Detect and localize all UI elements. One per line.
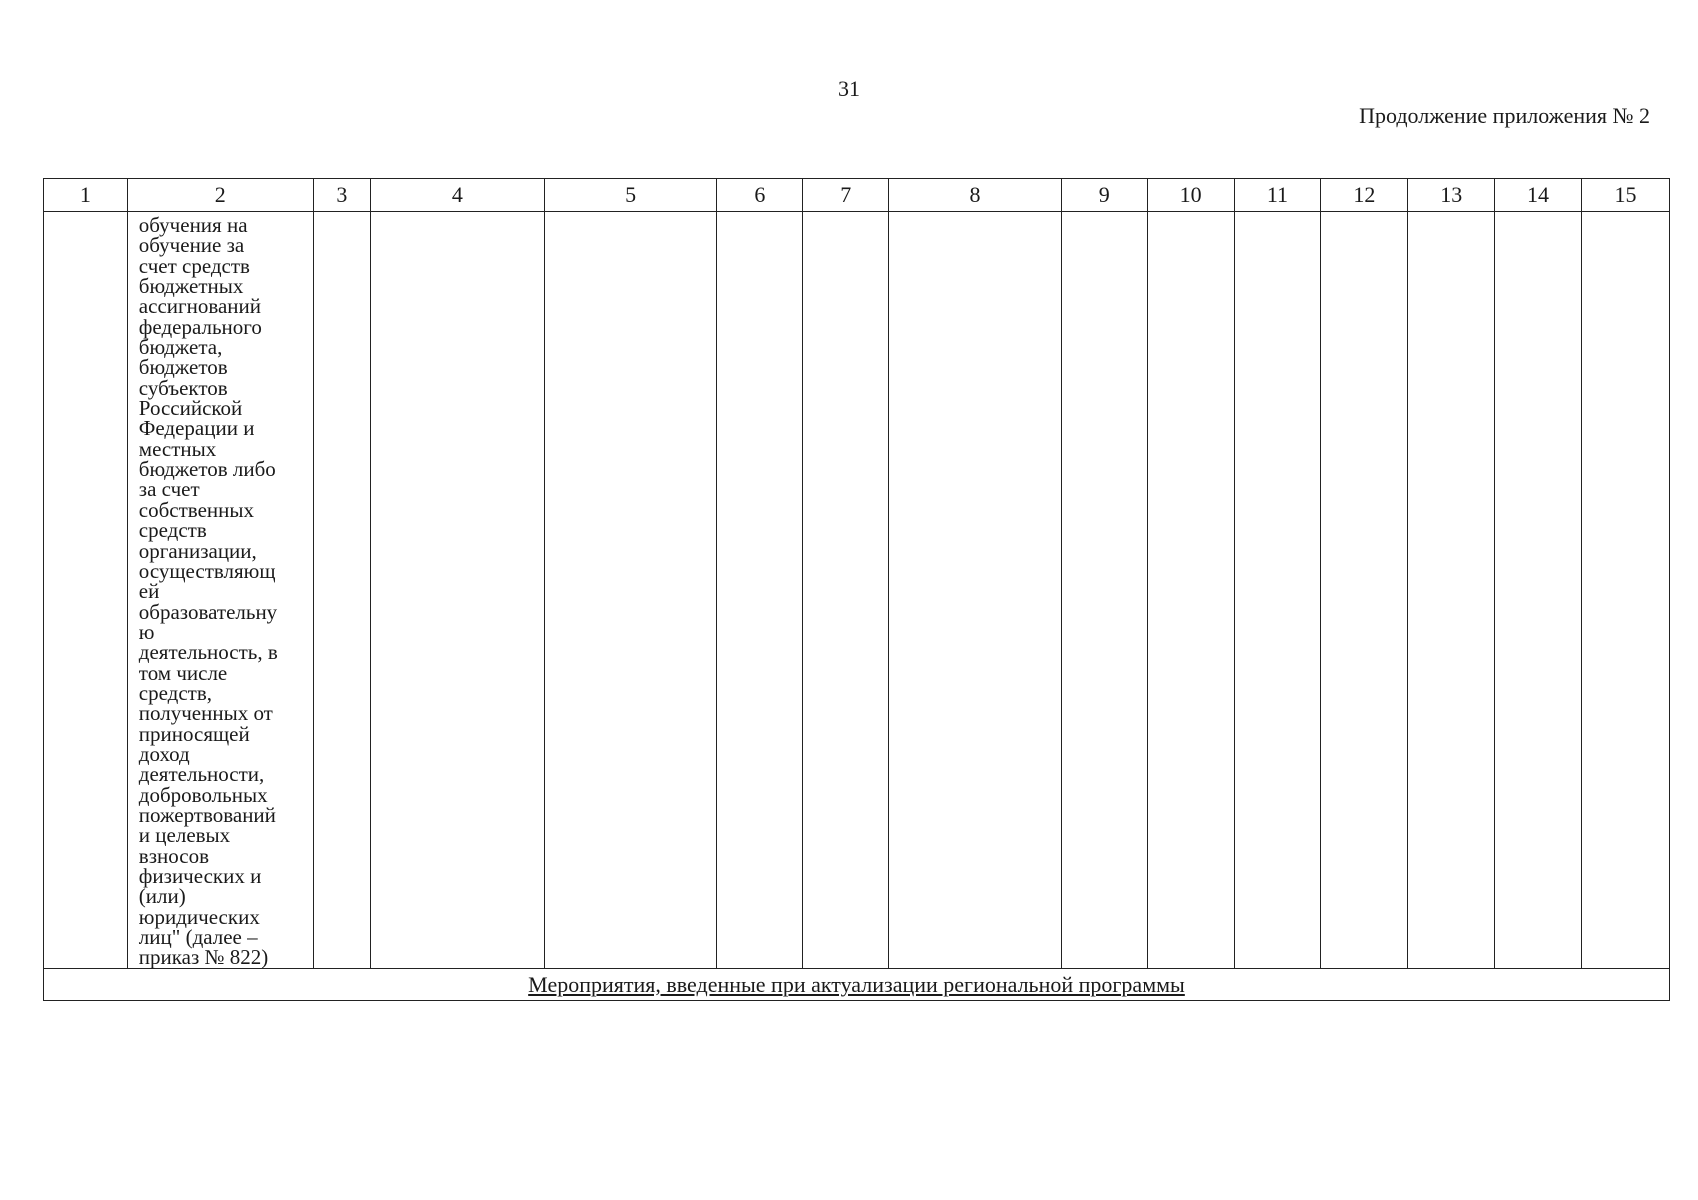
cell-col-10 (1147, 212, 1234, 969)
cell-col-1 (44, 212, 128, 969)
description-line: том числе (138, 660, 228, 685)
column-number-11: 11 (1234, 179, 1321, 212)
cell-col-9 (1061, 212, 1147, 969)
description-line: взносов (138, 843, 210, 868)
description-line: бюджетов (138, 355, 228, 380)
cell-col-8 (889, 212, 1062, 969)
description-line: обучение за (138, 233, 245, 258)
appendix-table (43, 178, 1670, 1001)
description-line: ю (138, 619, 155, 644)
description-line: за счет (138, 477, 200, 502)
description-line: Федерации и (138, 416, 255, 441)
description-line: средств (138, 518, 207, 543)
cell-col-2 (127, 212, 313, 969)
description-line: полученных от (138, 701, 273, 726)
column-number-2: 2 (127, 179, 313, 212)
cell-col-12 (1321, 212, 1408, 969)
activity-description (128, 212, 313, 968)
page-number: 31 (838, 76, 860, 101)
description-line: собственных (138, 497, 254, 522)
column-number-8: 8 (889, 179, 1062, 212)
column-number-14: 14 (1495, 179, 1582, 212)
description-line: и целевых (138, 823, 231, 848)
column-number-row (44, 179, 1670, 212)
description-line: деятельности, (138, 762, 265, 787)
description-line: субъектов (138, 375, 228, 400)
description-line: местных (138, 436, 217, 461)
description-line: ассигнований (138, 294, 262, 319)
description-line: приносящей (138, 721, 250, 746)
description-line: юридических (138, 904, 260, 929)
description-line: деятельность, в (138, 640, 278, 665)
column-number-9: 9 (1061, 179, 1147, 212)
section-header-row (44, 968, 1670, 1000)
cell-col-3 (313, 212, 370, 969)
column-number-5: 5 (544, 179, 717, 212)
cell-col-15 (1581, 212, 1669, 969)
description-line: обучения на (138, 213, 248, 237)
description-line: организации, (138, 538, 257, 563)
section-title: Мероприятия, введенные при актуализации региональной программы (44, 968, 1670, 1000)
description-line: (или) (138, 884, 186, 909)
description-line: бюджета, (138, 335, 223, 360)
appendix-continuation-label: Продолжение приложения № 2 (1359, 103, 1650, 128)
column-number-4: 4 (371, 179, 545, 212)
description-line: бюджетных (138, 274, 244, 299)
column-number-13: 13 (1408, 179, 1495, 212)
cell-col-5 (544, 212, 717, 969)
table-row (44, 212, 1670, 969)
column-number-7: 7 (803, 179, 889, 212)
description-line: средств, (138, 680, 213, 705)
description-line: ей (138, 579, 160, 604)
cell-col-14 (1495, 212, 1582, 969)
description-line: пожертвований (138, 802, 276, 827)
description-line: физических и (138, 864, 262, 888)
cell-col-4 (371, 212, 545, 969)
description-line: приказ № 822) (138, 945, 269, 970)
description-line: Российской (138, 396, 243, 421)
cell-col-11 (1234, 212, 1321, 969)
column-number-6: 6 (717, 179, 803, 212)
description-line: осуществляющ (138, 558, 276, 583)
column-number-15: 15 (1581, 179, 1669, 212)
cell-col-6 (717, 212, 803, 969)
cell-col-7 (803, 212, 889, 969)
column-number-12: 12 (1321, 179, 1408, 212)
description-line: добровольных (138, 782, 268, 807)
column-number-3: 3 (313, 179, 370, 212)
description-line: лиц" (далее – (138, 925, 258, 950)
column-number-10: 10 (1147, 179, 1234, 212)
description-line: доход (138, 741, 190, 766)
column-number-1: 1 (44, 179, 128, 212)
cell-col-13 (1408, 212, 1495, 969)
description-line: счет средств (138, 253, 250, 278)
description-line: образовательну (138, 599, 278, 624)
description-line: бюджетов либо (138, 457, 276, 482)
description-line: федерального (138, 314, 262, 339)
